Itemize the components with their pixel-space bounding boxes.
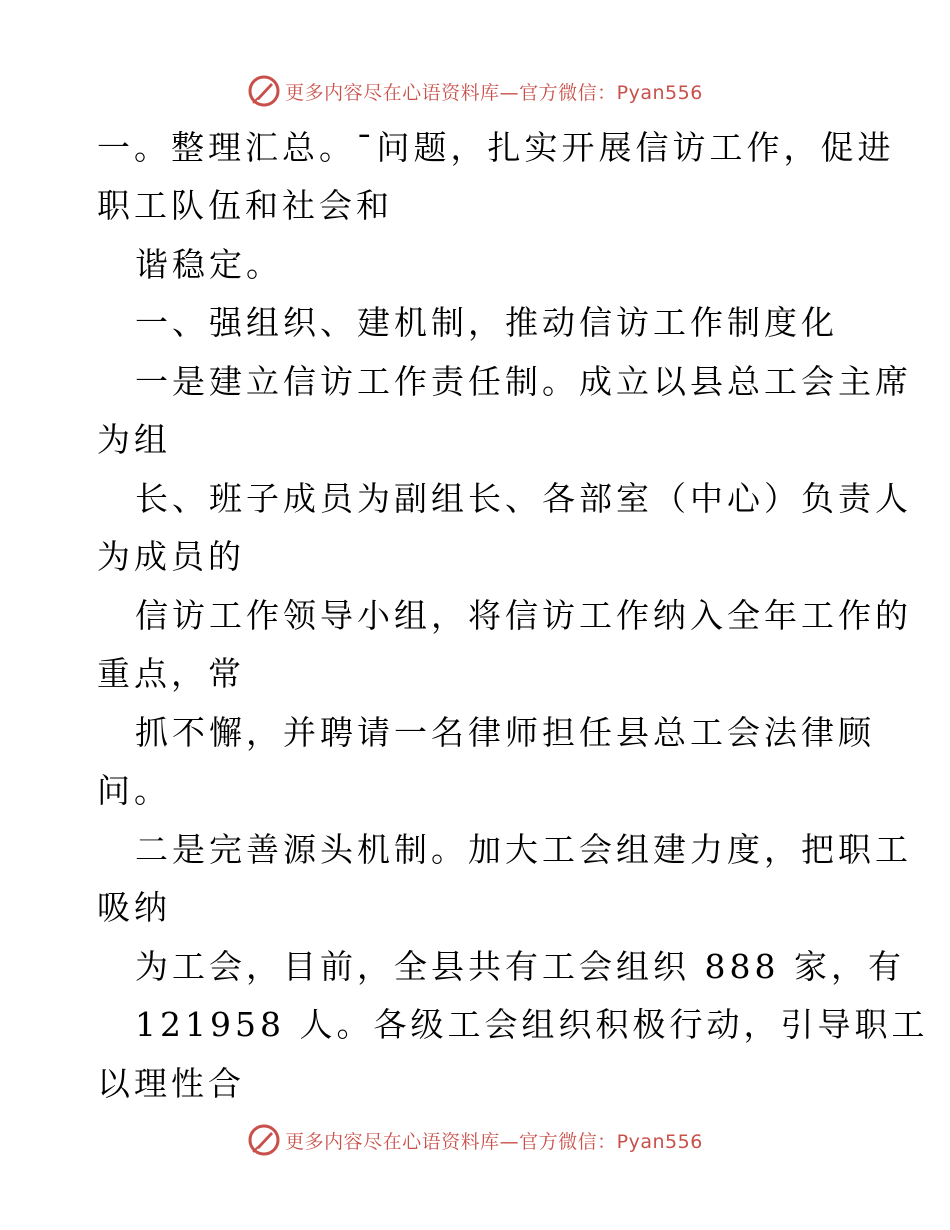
text-line: 吸纳 bbox=[97, 888, 171, 927]
text-line: 为成员的 bbox=[97, 537, 245, 576]
text-line: 一是建立信访工作责任制。成立以县总工会主席 bbox=[135, 362, 912, 401]
text-line: 谐稳定。 bbox=[135, 245, 283, 284]
text-line: 信访工作领导小组，将信访工作纳入全年工作的 bbox=[135, 596, 912, 635]
text-line: 长、班子成员为副组长、各部室（中心）负责人 bbox=[135, 479, 912, 518]
text-line: 为组 bbox=[97, 420, 171, 459]
text-line: 二是完善源头机制。加大工会组建力度，把职工 bbox=[135, 830, 912, 869]
watermark-header bbox=[0, 71, 950, 111]
text-line: 问。 bbox=[97, 771, 171, 810]
text-line: 抓不懈，并聘请一名律师担任县总工会法律顾 bbox=[135, 713, 875, 752]
text-line: 121958 人。各级工会组织积极行动，引导职工 bbox=[135, 1005, 929, 1044]
quill-logo-icon bbox=[247, 1123, 281, 1157]
text-line: 为工会，目前，全县共有工会组织 888 家，有 bbox=[135, 947, 905, 986]
watermark-footer bbox=[0, 1120, 950, 1160]
text-line: 重点，常 bbox=[97, 654, 245, 693]
watermark-text: 更多内容尽在心语资料库—官方微信：Pyan556 bbox=[285, 1130, 703, 1153]
text-line: 以理性合 bbox=[97, 1064, 245, 1103]
text-line: 一。整理汇总。¯问题，扎实开展信访工作，促进 bbox=[97, 128, 895, 167]
text-line: 职工队伍和社会和 bbox=[97, 186, 393, 225]
quill-logo-icon bbox=[247, 74, 281, 108]
watermark-text: 更多内容尽在心语资料库—官方微信：Pyan556 bbox=[285, 81, 703, 104]
section-heading: 一、强组织、建机制，推动信访工作制度化 bbox=[135, 303, 838, 342]
